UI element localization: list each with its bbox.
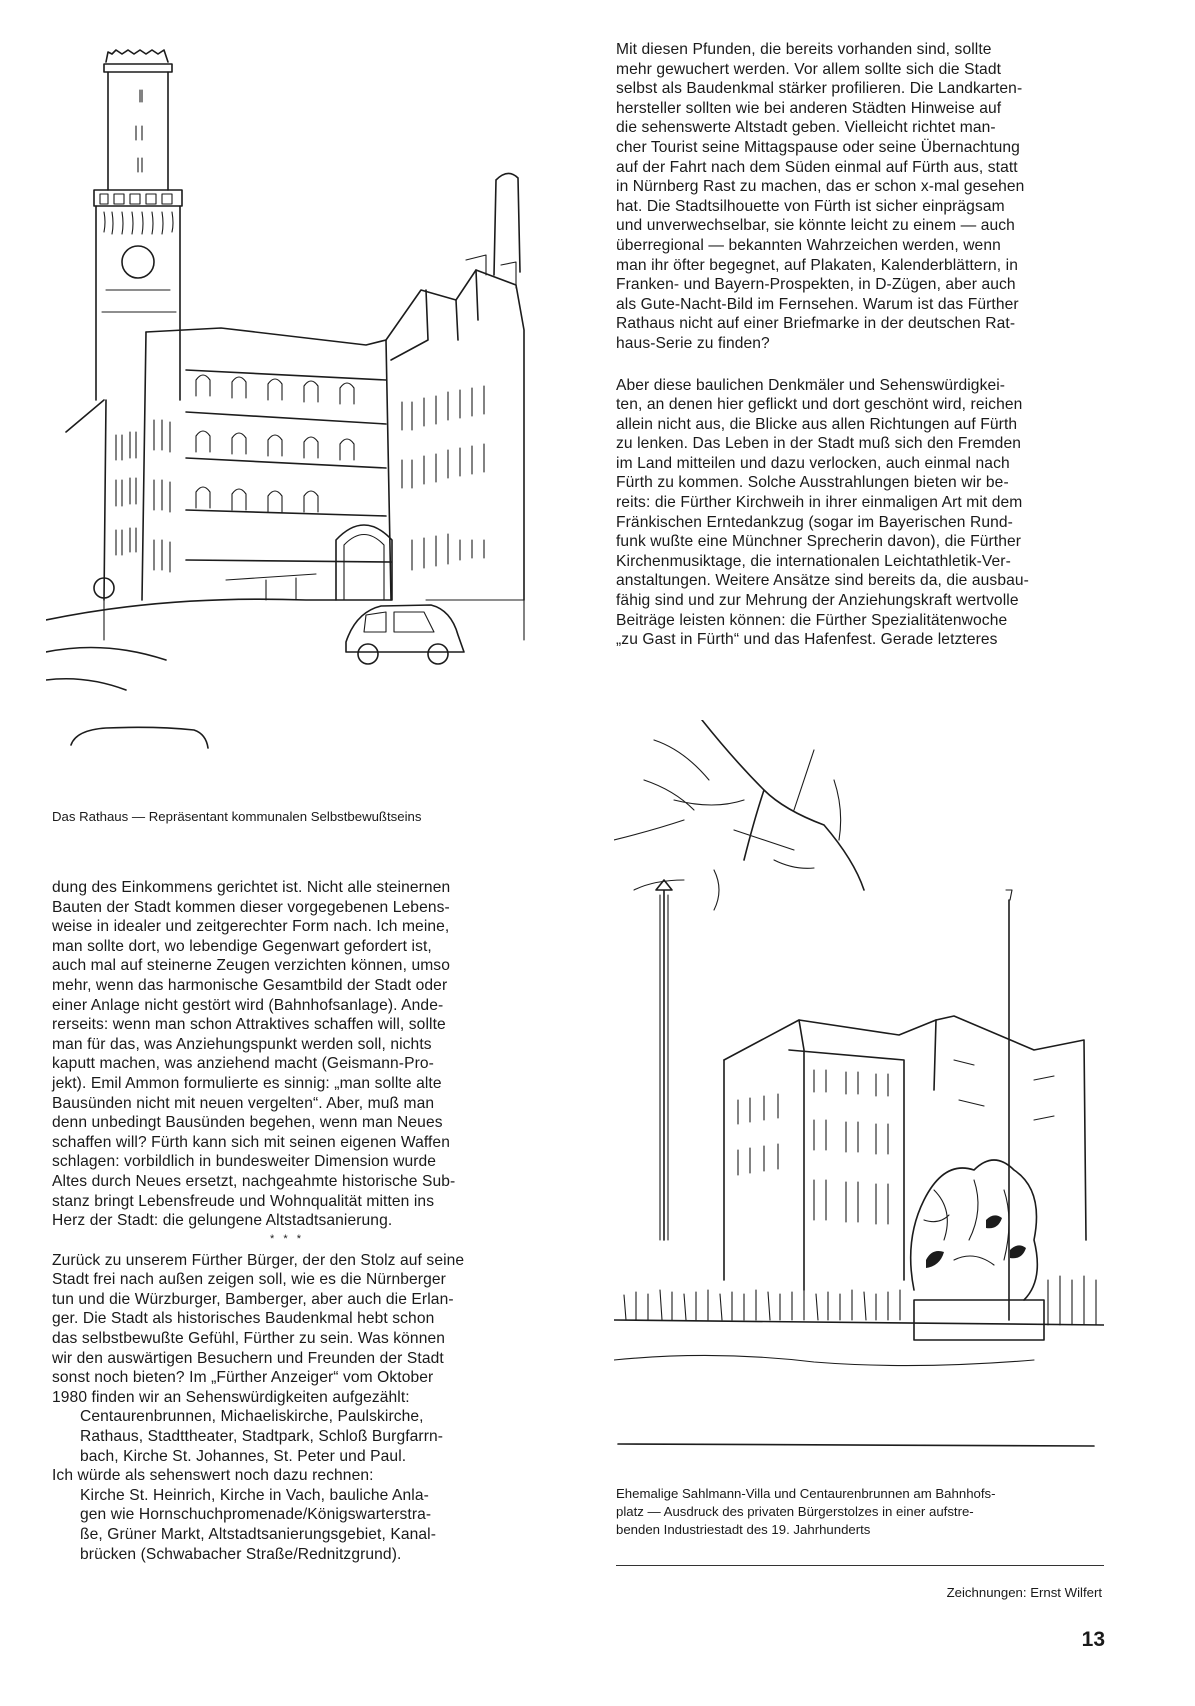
text-line: überregional — bekannten Wahrzeichen werden, wenn xyxy=(616,236,1001,254)
right-column-text xyxy=(616,40,1104,650)
text-line: weise in idealer und zeitgerechter Form nach. Ich meine, xyxy=(52,918,450,936)
text-line: Rathaus nicht auf einer Briefmarke in der deutschen Rat- xyxy=(616,315,1016,333)
text-line: das selbstbewußte Gefühl, Fürther zu sein. Was können xyxy=(52,1330,446,1348)
text-line: allein nicht aus, die Blicke aus allen Richtungen auf Fürth xyxy=(616,415,1018,433)
sights-list-2 xyxy=(52,1486,522,1564)
text-line: und unverwechselbar, sie könnte leicht zu einem — auch xyxy=(616,217,1015,235)
text-line: Altes durch Neues ersetzt, nachgeahmte historische Sub- xyxy=(52,1172,456,1190)
list-line: gen wie Hornschuchpromenade/Königswarterstra- xyxy=(80,1506,432,1524)
rathaus-drawing xyxy=(46,40,611,790)
paragraph-pfunden xyxy=(616,40,1104,354)
text-line: stanz bringt Lebensfreude und Wohnqualität mitten ins xyxy=(52,1192,435,1210)
text-line: Franken- und Bayern-Prospekten, in D-Zügen, aber auch xyxy=(616,276,1016,294)
text-line: als Gute-Nacht-Bild im Fernsehen. Warum ist das Fürther xyxy=(616,295,1019,313)
text-line: zu lenken. Das Leben in der Stadt muß sich den Fremden xyxy=(616,435,1021,453)
text-line: anstaltungen. Weitere Ansätze sind bereits da, die ausbau- xyxy=(616,572,1029,590)
drawing-credit: Zeichnungen: Ernst Wilfert xyxy=(946,1585,1102,1600)
paragraph-einkommen xyxy=(52,878,522,1231)
text-line: mehr gewuchert werden. Vor allem sollte sich die Stadt xyxy=(616,60,1002,78)
text-line: „zu Gast in Fürth“ und das Hafenfest. Gerade letzteres xyxy=(616,631,998,649)
list-line: Kirche St. Heinrich, Kirche in Vach, bauliche Anla- xyxy=(80,1486,429,1504)
caption-line: platz — Ausdruck des privaten Bürgerstolzes in einer aufstre- xyxy=(616,1504,974,1519)
text-line: mehr, wenn das harmonische Gesamtbild der Stadt oder xyxy=(52,976,448,994)
text-line: Mit diesen Pfunden, die bereits vorhanden sind, sollte xyxy=(616,41,992,58)
left-column-text xyxy=(52,878,522,1564)
text-line: cher Tourist seine Mittagspause oder seine Übernachtung xyxy=(616,138,1020,156)
text-line: kaputt machen, was anziehend macht (Geismann-Pro- xyxy=(52,1055,434,1073)
text-line: sonst noch bieten? Im „Fürther Anzeiger“ vom Oktober xyxy=(52,1369,434,1387)
text-line: jekt). Emil Ammon formulierte es sinnig: „man sollte alte xyxy=(52,1074,442,1092)
text-line: Herz der Stadt: die gelungene Altstadtsanierung. xyxy=(52,1212,393,1230)
text-line: ten, an denen hier geflickt und dort geschönt wird, reichen xyxy=(616,396,1023,414)
text-line: im Land mitteilen und dazu verlocken, auch einmal nach xyxy=(616,454,1010,472)
sights-list-1 xyxy=(52,1407,522,1466)
text-line: Bausünden nicht mit neuen vergelten“. Aber, muß man xyxy=(52,1094,435,1112)
text-line: dung des Einkommens gerichtet ist. Nicht alle steinernen xyxy=(52,879,451,896)
caption-line: Ehemalige Sahlmann-Villa und Centaurenbrunnen am Bahnhofs- xyxy=(616,1486,996,1501)
text-line: schaffen will? Fürth kann sich mit seinen eigenen Waffen xyxy=(52,1133,450,1151)
villa-caption xyxy=(616,1485,1106,1539)
text-line: einer Anlage nicht gestört wird (Bahnhofsanlage). Ande- xyxy=(52,996,444,1014)
text-line: Aber diese baulichen Denkmäler und Sehenswürdigkei- xyxy=(616,376,1006,394)
list-line: Centaurenbrunnen, Michaeliskirche, Paulskirche, xyxy=(80,1408,424,1426)
text-line: Fürth zu kommen. Solche Ausstrahlungen bieten wir be- xyxy=(616,474,1009,492)
text-line: 1980 finden wir an Sehenswürdigkeiten aufgezählt: xyxy=(52,1388,410,1406)
rathaus-caption: Das Rathaus — Repräsentant kommunalen Selbstbewußtseins xyxy=(52,809,422,824)
text-line: selbst als Baudenkmal stärker profilieren. Die Landkarten- xyxy=(616,80,1023,98)
paragraph-denkmaeler xyxy=(616,376,1104,650)
text-line: in Nürnberg Rast zu machen, das er schon x-mal gesehen xyxy=(616,178,1025,196)
list-line: ße, Grüner Markt, Altstadtsanierungsgebiet, Kanal- xyxy=(80,1526,437,1543)
caption-line: benden Industriestadt des 19. Jahrhunderts xyxy=(616,1522,871,1537)
text-line: Zurück zu unserem Fürther Bürger, der den Stolz auf seine xyxy=(52,1251,465,1269)
credit-divider xyxy=(616,1565,1104,1566)
text-line: Beiträge leisten können: die Fürther Spezialitätenwoche xyxy=(616,611,1008,629)
text-line: rerseits: wenn man schon Attraktives schaffen will, sollte xyxy=(52,1016,446,1034)
text-line: man für das, was Anziehungspunkt werden soll, nichts xyxy=(52,1035,432,1053)
text-line: auf der Fahrt nach dem Süden einmal auf Fürth aus, statt xyxy=(616,158,1018,176)
text-line: ger. Die Stadt als historisches Baudenkmal hebt schon xyxy=(52,1310,435,1328)
text-line: man ihr öfter begegnet, auf Plakaten, Kalenderblättern, in xyxy=(616,256,1018,274)
text-line: schlagen: vorbildlich in bundesweiter Dimension wurde xyxy=(52,1153,437,1171)
text-line: denn unbedingt Bausünden begehen, wenn man Neues xyxy=(52,1114,443,1132)
section-separator: * * * xyxy=(270,1232,304,1245)
text-line: Stadt frei nach außen zeigen soll, wie es die Nürnberger xyxy=(52,1271,446,1289)
text-line: man sollte dort, wo lebendige Gegenwart gefordert ist, xyxy=(52,937,432,955)
paragraph-rechnen: Ich würde als sehenswert noch dazu rechnen: xyxy=(52,1467,374,1485)
sahlmann-villa-drawing xyxy=(614,720,1104,1480)
text-line: hat. Die Stadtsilhouette von Fürth ist sicher einprägsam xyxy=(616,197,1005,215)
text-line: Bauten der Stadt kommen dieser vorgegebenen Lebens- xyxy=(52,898,450,916)
list-line: brücken (Schwabacher Straße/Rednitzgrund). xyxy=(80,1545,402,1563)
list-line: bach, Kirche St. Johannes, St. Peter und Paul. xyxy=(80,1447,407,1465)
text-line: reits: die Fürther Kirchweih in ihrer einmaligen Art mit dem xyxy=(616,494,1023,512)
text-line: Fränkischen Erntedankzug (sogar im Bayerischen Rund- xyxy=(616,513,1013,531)
text-line: funk wußte eine Münchner Sprecherin davon), die Fürther xyxy=(616,533,1022,551)
text-line: hersteller sollten wie bei anderen Städten Hinweise auf xyxy=(616,99,1002,117)
list-line: Rathaus, Stadttheater, Stadtpark, Schloß Burgfarrn- xyxy=(80,1428,444,1446)
text-line: fähig sind und zur Mehrung der Anziehungskraft wertvolle xyxy=(616,592,1019,610)
text-line: haus-Serie zu finden? xyxy=(616,334,770,352)
paragraph-buerger xyxy=(52,1251,522,1408)
text-line: Kirchenmusiktage, die internationalen Leichtathletik-Ver- xyxy=(616,552,1011,570)
text-line: die sehenswerte Altstadt geben. Vielleicht richtet man- xyxy=(616,119,996,137)
text-line: wir den auswärtigen Besuchern und Freunden der Stadt xyxy=(52,1349,444,1367)
text-line: auch mal auf steinerne Zeugen verzichten können, umso xyxy=(52,957,450,975)
text-line: tun und die Würzburger, Bamberger, aber auch die Erlan- xyxy=(52,1290,454,1308)
page-number: 13 xyxy=(1081,1628,1105,1651)
